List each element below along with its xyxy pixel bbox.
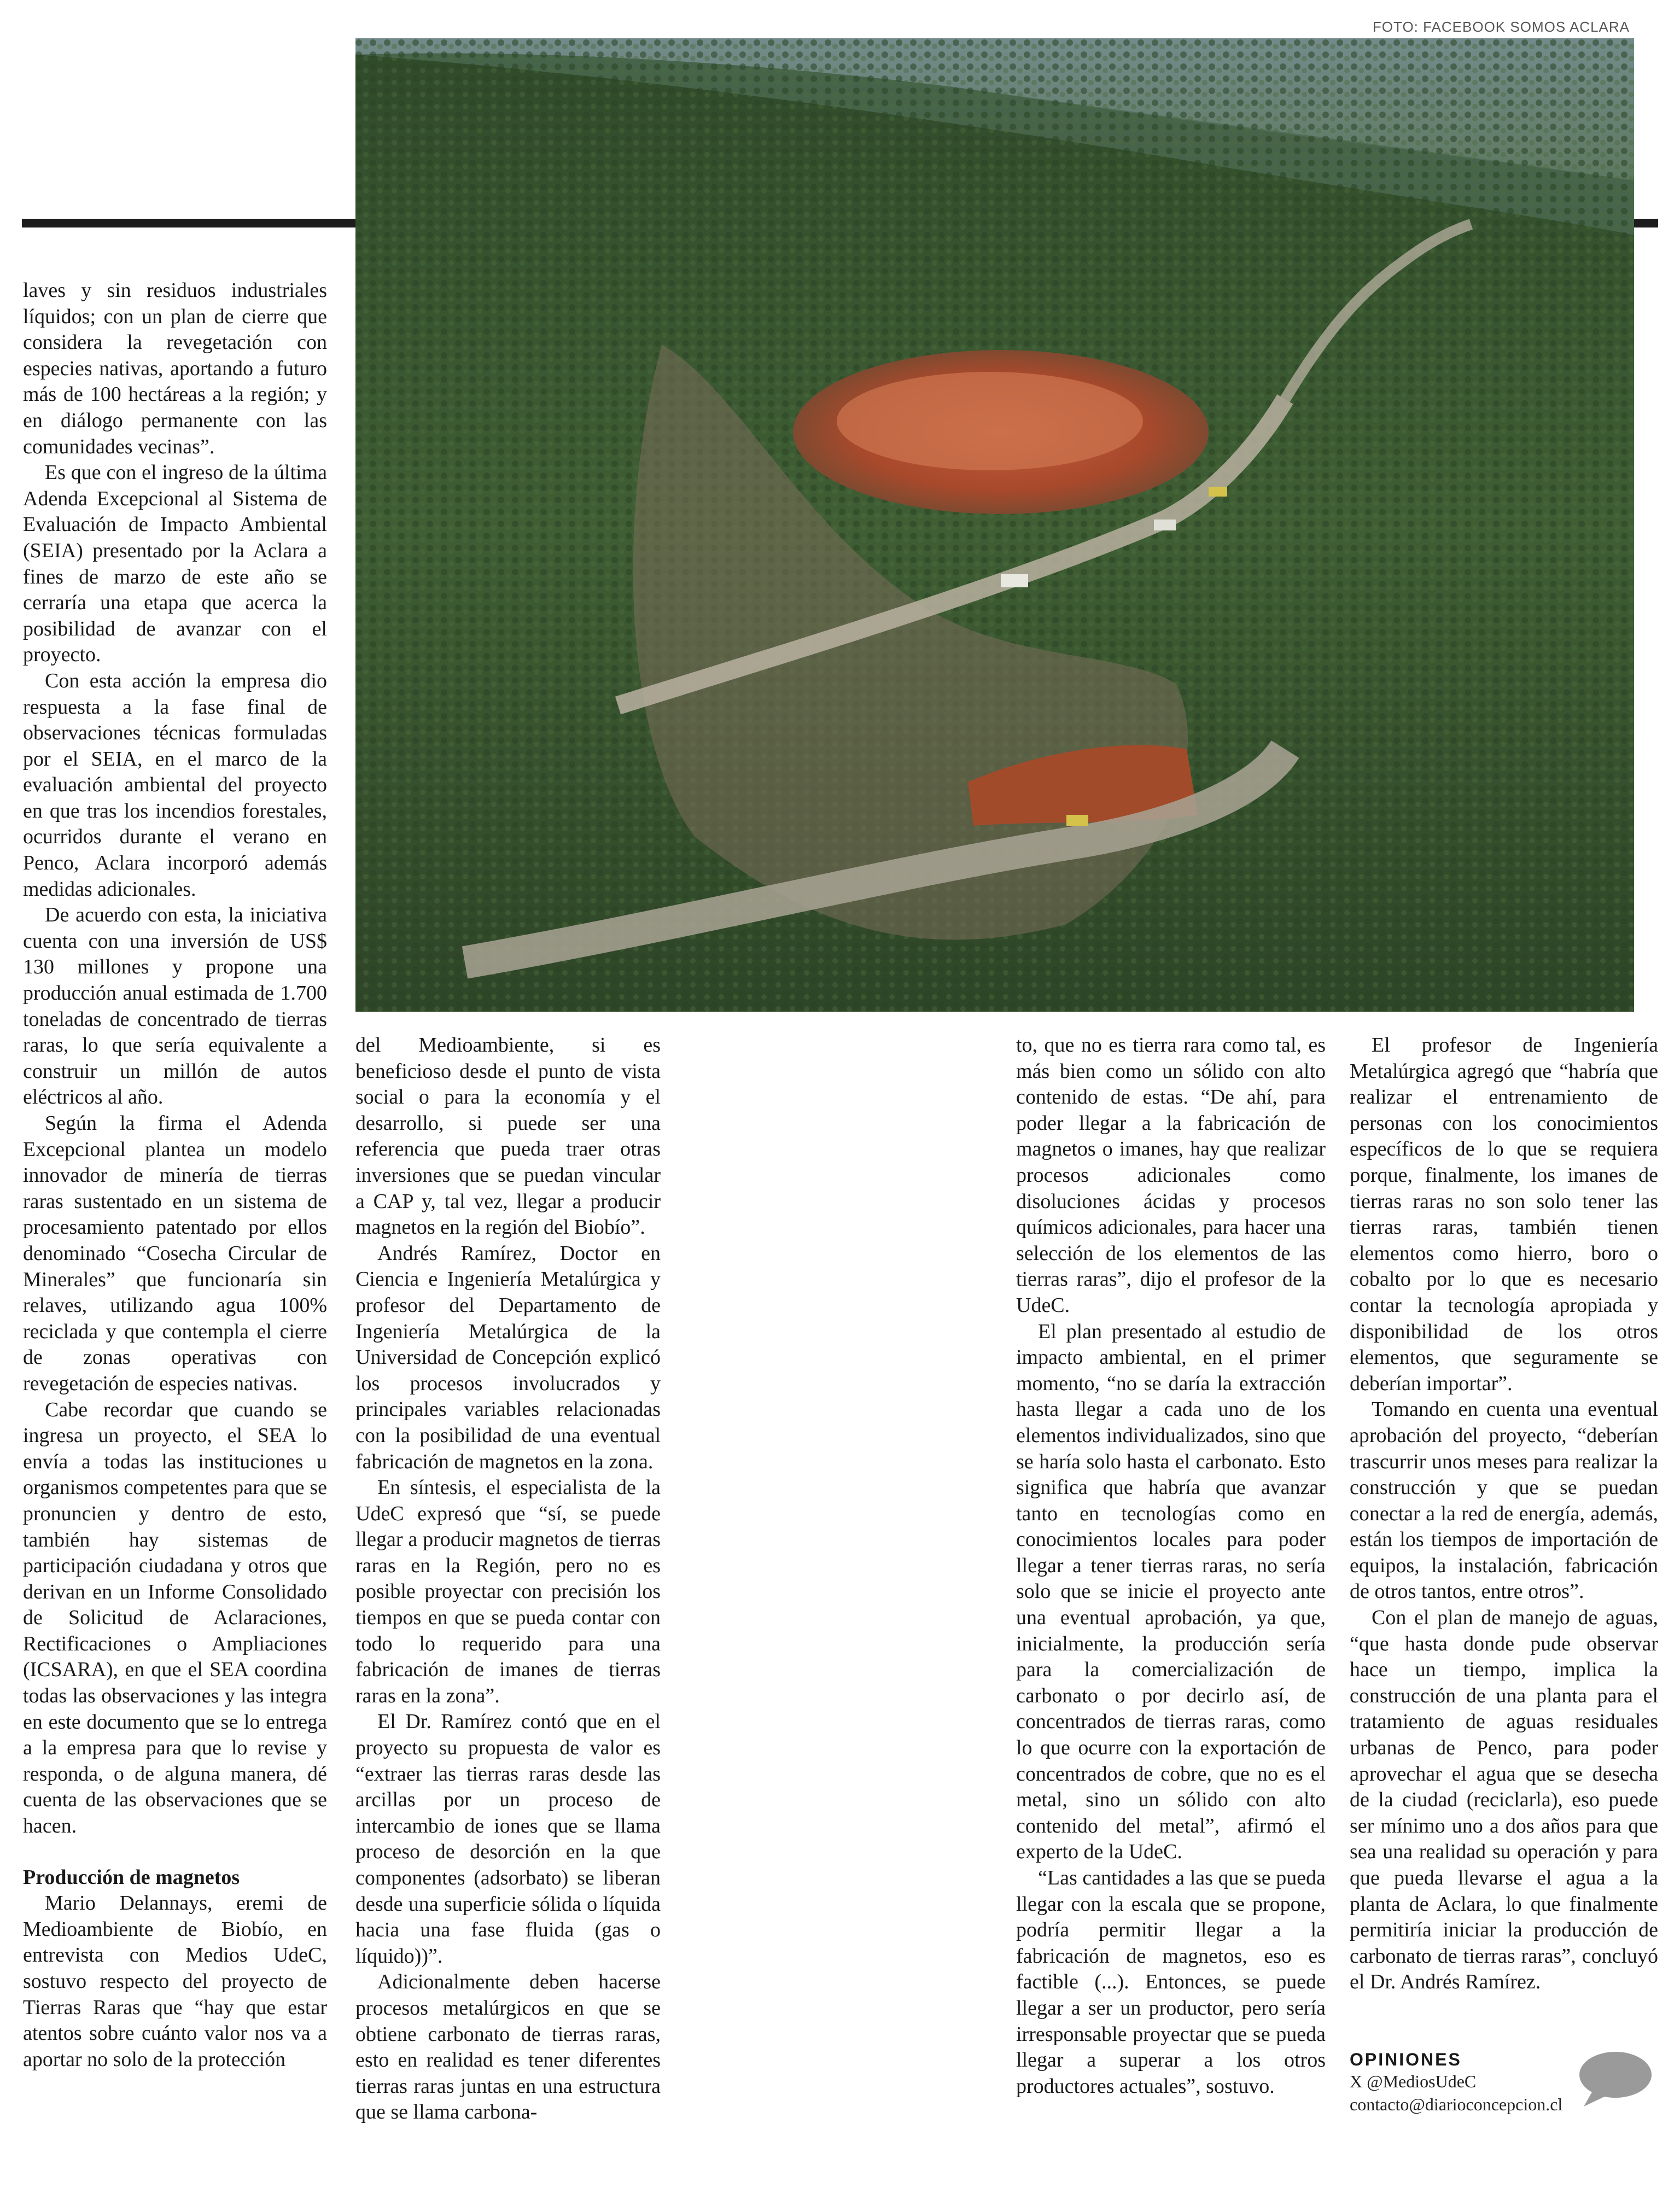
article-column-1	[23, 278, 327, 2175]
article-paragraph: En síntesis, el especialista de la UdeC expresó que “sí, se puede llegar a producir magnetos de tierras raras en la Región, pero no es posible proyectar con precisión los tiempos en que se pueda contar con todo lo requerido para una fabricación de imanes de tierras raras en la zona”.	[355, 1476, 661, 1707]
article-paragraph: De acuerdo con esta, la iniciativa cuenta con una inversión de US$ 130 millones y propone una producción anual estimada de 1.700 toneladas de concentrado de tierras raras, lo que sería equivalente a construir un millón de autos eléctricos al año.	[23, 903, 327, 1109]
article-paragraph: to, que no es tierra rara como tal, es más bien como un sólido con alto contenido de estas. “De ahí, para poder llegar a la fabricación de magnetos o imanes, hay que realizar procesos adicionales como disoluciones ácidas y procesos químicos adicionales, para hacer una selección de los elementos de las tierras raras”, dijo el profesor de la UdeC.	[1016, 1034, 1326, 1317]
article-paragraph: Cabe recordar que cuando se ingresa un proyecto, el SEA lo envía a todas las instituciones u organismos competentes para que se pronuncien y dentro de esto, también hay sistemas de participación ciudadana y otros que derivan en un Informe Consolidado de Solicitud de Aclaraciones, Rectificaciones o Ampliaciones (ICSARA), en que el SEA coordina todas las observaciones y las integra en este documento que se lo entrega a la empresa para que lo revise y responda, o de alguna manera, dé cuenta de las observaciones que se hacen.	[23, 1398, 327, 1838]
article-paragraph: Con el plan de manejo de aguas, “que hasta donde pude observar hace un tiempo, implica la construcción de una planta para el tratamiento de aguas residuales urbanas de Penco, para poder aprovechar el agua que se desecha de la ciudad (reciclarla), eso puede ser mínimo uno a dos años para que sea una realidad su operación y para que pueda llevarse el agua a la planta de Aclara, lo que finalmente permitiría iniciar la producción de carbonato de tierras raras”, concluyó el Dr. Andrés Ramírez.	[1350, 1606, 1658, 1994]
article-paragraph: Andrés Ramírez, Doctor en Ciencia e Ingeniería Metalúrgica y profesor del Departamento de Ingeniería Metalúrgica de la Universidad de Concepción explicó los procesos involucrados y principales variables relacionadas con la posibilidad de una eventual fabricación de magnetos en la zona.	[355, 1241, 661, 1473]
article-paragraph: Mario Delannays, eremi de Medioambiente de Biobío, en entrevista con Medios UdeC, sostuvo respecto del proyecto de Tierras Raras que “hay que estar atentos sobre cuánto valor nos va a aportar no solo de la protección	[23, 1892, 327, 2071]
article-paragraph: Es que con el ingreso de la última Adenda Excepcional al Sistema de Evaluación de Impacto Ambiental (SEIA) presentado por la Aclara a fines de marzo de este año se cerraría una etapa que acerca la posibilidad de avanzar con el proyecto.	[23, 461, 327, 667]
section-rule-left	[22, 219, 361, 227]
article-column-4	[1350, 1032, 1658, 2044]
photo-credit: FOTO: FACEBOOK SOMOS ACLARA	[1372, 19, 1630, 35]
speech-bubble-icon	[1576, 2050, 1653, 2110]
article-paragraph: El profesor de Ingeniería Metalúrgica agregó que “habría que realizar el entrenamiento de personas con los conocimientos específicos de lo que se requiera porque, finalmente, los imanes de tierras raras no son solo tener las tierras raras, también tienen elementos como hierro, boro o cobalto por lo que es necesario contar la tecnología apropiada y disponibilidad de los otros elementos, que seguramente se deberían importar”.	[1350, 1034, 1658, 1395]
article-paragraph: El plan presentado al estudio de impacto ambiental, en el primer momento, “no se daría la extracción hasta llegar a cada uno de los elementos individualizados, sino que se haría solo hasta el carbonato. Esto significa que habría que avanzar tanto en tecnologías como en conocimientos locales para poder llegar a tener tierras raras, no sería solo que se inicie el proyecto ante una eventual aprobación, ya que, inicialmente, la producción sería para la comercialización de carbonato o por decirlo así, de concentrados de tierras raras, como lo que ocurre con la exportación de concentrados de cobre, que no es el metal, sino un sólido con alto contenido del metal”, afirmó el experto de la UdeC.	[1016, 1320, 1326, 1864]
article-subheading: Producción de magnetos	[23, 1865, 240, 1889]
article-paragraph: Tomando en cuenta una eventual aprobación del proyecto, “deberían trascurrir unos meses para realizar la construcción y que se puedan conectar a la red de energía, además, están los tiempos de importación de equipos, la instalación, fabricación de otros tantos, entre otros”.	[1350, 1398, 1658, 1603]
article-paragraph: laves y sin residuos industriales líquidos; con un plan de cierre que considera la revegetación con especies nativas, aportando a futuro más de 100 hectáreas a la región; y en diálogo permanente con las comunidades vecinas”.	[23, 279, 327, 458]
article-column-2	[355, 1032, 661, 2175]
article-paragraph: Adicionalmente deben hacerse procesos metalúrgicos en que se obtiene carbonato de tierras raras, esto en realidad es tener diferentes tierras raras juntas en una estructura que se llama carbona-	[355, 1970, 661, 2124]
article-paragraph: Según la firma el Adenda Excepcional plantea un modelo innovador de minería de tierras raras sustentado en un sistema de procesamiento patentado por ellos denominado “Cosecha Circular de Minerales” que funcionaría sin relaves, utilizando agua 100% reciclada y que contempla el cierre de zonas operativas con revegetación de especies nativas.	[23, 1112, 327, 1395]
section-rule-right	[1634, 219, 1658, 227]
contact-email[interactable]: contacto@diarioconcepcion.cl	[1350, 2094, 1563, 2114]
article-paragraph: del Medioambiente, si es beneficioso desde el punto de vista social o para la economía y el desarrollo, si puede ser una referencia que pueda traer otras inversiones que se puedan vincular a CAP y, tal vez, llegar a producir magnetos en la región del Biobío”.	[355, 1034, 661, 1239]
social-handle[interactable]: X @MediosUdeC	[1350, 2072, 1477, 2091]
opinions-footer	[1350, 2050, 1658, 2175]
aerial-photo-illustration	[355, 38, 1634, 1012]
article-column-3	[1016, 1032, 1326, 2175]
opinions-label: OPINIONES	[1350, 2050, 1462, 2069]
article-paragraph: Con esta acción la empresa dio respuesta a la fase final de observaciones técnicas formuladas por el SEIA, en el marco de la evaluación ambiental del proyecto en que tras los incendios forestales, ocurridos durante el verano en Penco, Aclara incorporó además medidas adicionales.	[23, 669, 327, 901]
article-paragraph: El Dr. Ramírez contó que en el proyecto su propuesta de valor es “extraer las tierras raras desde las arcillas por un proceso de intercambio de iones que se llama proceso de desorción en la que componentes (adsorbato) se liberan desde una superficie sólida o líquida hacia una fase fluida (gas o líquido))”.	[355, 1710, 661, 1968]
article-paragraph: “Las cantidades a las que se pueda llegar con la escala que se propone, podría permitir llegar a la fabricación de magnetos, eso es factible (...). Entonces, se puede llegar a ser un productor, pero sería irresponsable proyectar que se pueda llegar a superar a los otros productores actuales”, sostuvo.	[1016, 1866, 1326, 2098]
aerial-photo	[355, 38, 1634, 1012]
